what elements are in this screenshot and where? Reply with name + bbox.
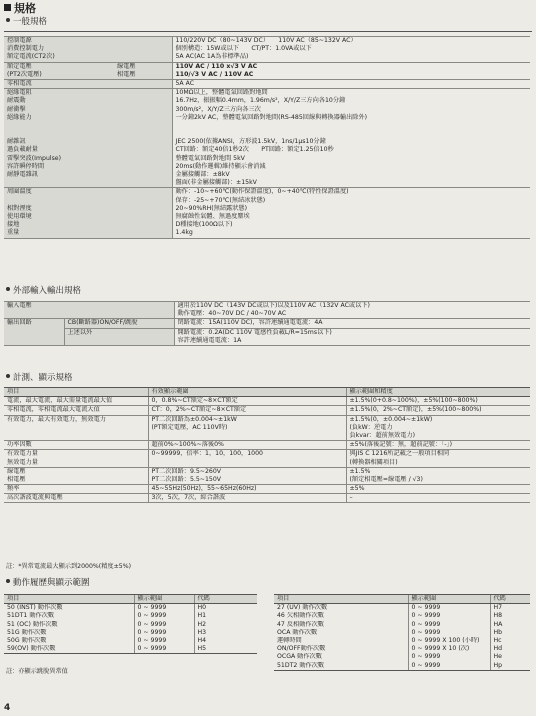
record-range: 0 ~ 9999 [408,662,490,671]
measure-accuracy: ±1.5%(0+0.8~100%)，±5%(100~800%) [346,397,530,406]
spec-value: 110V AC / 110 x√3 V AC 110/√3 V AC / 110V AC [172,62,530,79]
input-voltage-values: 適用於110V DC（143V DC或以下)以及110V AC（132V AC或以下) 動作電壓：40~70V DC / 40~70V AC [174,302,530,319]
measure-range: 45~55Hz(50Hz)，55~65Hz(60Hz) [148,485,346,494]
output-sublabel: 上述以外 [64,328,174,345]
table-header: 顯示範圍 [408,595,490,604]
records-heading: 動作履歷與顯示範圍 [6,578,90,589]
record-item: ON/OFF動作次數 [277,645,326,653]
external-io-table [4,301,530,346]
spec-value: 5A AC [172,79,530,88]
table-row [4,397,530,406]
records-table-right [274,594,530,671]
table-header: 項目 [4,388,148,397]
record-range: 0 ~ 9999 [134,637,194,645]
table-row [4,406,530,415]
measurement-note: 註：*異常電流最大顯示到2000%(精度±5%) [6,563,131,570]
page-title: 規格 [4,2,36,16]
table-row [274,662,530,671]
output-sublabel: CB(斷路器)ON/OFF/跳脫 [64,319,174,328]
table-row [4,621,257,629]
output-circuit-label: 輸出回路 [4,319,64,346]
record-range: 0 ~ 9999 [408,604,490,613]
records-note: 註：亦顯示跳脫異常值 [6,668,68,675]
external-io-heading: 外部輸入輸出規格 [6,286,81,297]
table-header: 代碼 [194,595,257,604]
measure-item: 線電壓 相電壓 [4,467,148,484]
square-bullet-icon [4,4,11,11]
table-header: 項目 [4,595,134,604]
general-heading: 一般規格 [6,17,47,28]
record-item: 46 欠相動作次數 [277,612,324,620]
measure-range: PT二次回路為±0.004~±1kW (PT額定電壓，AC 110V時) [148,415,346,441]
record-code: He [490,653,530,661]
measure-item: 電流，最大電流，最大需量電流最大值 [4,397,148,406]
measure-accuracy: ±5%(落後記號：無，超前記號：「-」) [346,441,530,450]
record-code: H7 [490,604,530,613]
spec-value: 動作：-10~+60℃(動作保證溫度)，0~+40℃(特性保證溫度) 保存：-25~+70℃(無結冰狀態) 20~90%RH(無結露狀態) 無腐蝕性氣體、無過度塵埃 D種接地(100Ω以下) 1.4kg [172,188,530,238]
spec-value: 110/220V DC（80~143V DC） 110V AC（85~132V AC） 個別構造：15W或以下 CT/PT：1.0VA或以下 5A AC(AC 1A為非標準品) [172,37,530,63]
input-voltage-label: 輸入電壓 [4,302,174,319]
bullet-icon [6,374,10,378]
record-range: 0 ~ 9999 [408,629,490,637]
measurement-heading: 計測、顯示規格 [6,373,73,384]
spec-value: 10MΩ以上，整體電氣回路對地間 16.7Hz，振振幅0.4mm，1.96m/s²，X/Y/Z三方向各10分鐘 300m/s²，X/Y/Z三方向各三次 一分鐘2kV AC，整體電氣回路對地間(RS-485回線與轉換器輸出除外) JEC 2500(依據ANSI，方形波1.5kV，1ns/1μs10分鐘 CT回路：額定40倍1秒2次 PT回路：額定1.25倍10秒 整體電氣回路對地間 5kV 20ms(動作邏輯)維持顯示會消減 金屬接觸部：±8kV 盤面(非金屬接觸部)：±15kV [172,89,530,188]
table-row [274,645,530,653]
record-item: 47 反相動作次數 [277,620,324,628]
table-header: 顯示範圍 [134,595,194,604]
measure-range: 0~99999，倍率：1，10，100，1000 [148,450,346,467]
spec-label: 控制電源 消費控制電力 額定電流(CT2次) [4,37,172,63]
measure-item: 零相電流，零相電流最大電流大值 [4,406,148,415]
record-code: H3 [194,629,257,637]
record-code: Hp [490,662,530,671]
table-row [4,637,257,645]
record-code: H4 [194,637,257,645]
measure-range: PT二次回路：9.5~260V PT二次回路：5.5~150V [148,467,346,484]
measure-accuracy: ±1.5%(0，2%~CT額定)，±5%(100~800%) [346,406,530,415]
table-row [4,450,530,467]
record-range: 0 ~ 9999 [134,645,194,654]
record-code: Hb [490,629,530,637]
table-row [274,612,530,620]
spec-label: 零相電流 [4,79,172,88]
record-item: 51G 動作次數 [7,628,47,636]
record-item: OCA 動作次數 [277,628,318,636]
page-number: 4 [4,703,11,713]
measurement-table [4,387,530,503]
bullet-icon [6,287,10,291]
divider [4,31,532,32]
table-header: 項目 [274,595,408,604]
record-range: 0 ~ 9999 X 100 (小時) [408,637,490,645]
record-item: 59(OV) 動作次數 [4,645,134,654]
table-row [4,629,257,637]
general-spec-table [4,36,530,239]
bullet-icon [6,18,10,22]
table-header: 代碼 [490,595,530,604]
measure-item: 有效電力量 無效電力量 [4,450,148,467]
record-code: H5 [194,645,257,654]
record-range: 0 ~ 9999 [134,621,194,629]
measure-item: 頻率 [4,485,148,494]
measure-range: 3次，5次，7次，綜合諧波 [148,494,346,503]
measure-accuracy: – [346,494,530,503]
table-row [4,467,530,484]
record-code: H2 [194,621,257,629]
spec-label: 絕緣電阻 耐震動 耐衝擊 絕緣能力 耐雜訊 過負載耐量 雷擊突波(Impulse) 容許瞬停時間 耐靜電雜訊 [4,89,172,188]
record-range: 0 ~ 9999 [134,604,194,613]
record-range: 0 ~ 9999 [408,612,490,620]
table-row [4,604,257,613]
measure-range: CT：0，2%~CT額定~8×CT額定 [148,406,346,415]
record-range: 0 ~ 9999 X 10 (次) [408,645,490,653]
record-code: H0 [194,604,257,613]
record-code: Hd [490,645,530,653]
table-row [4,485,530,494]
record-item: 51DT2 動作次數 [274,662,408,671]
measure-range: 超前0%~100%~落後0% [148,441,346,450]
table-row [4,612,257,620]
table-row [4,415,530,441]
record-item: 50 (INST) 動作次數 [7,604,63,612]
record-code: Hc [490,637,530,645]
record-item: 運轉時間 [277,636,302,644]
record-range: 0 ~ 9999 [134,629,194,637]
record-code: H8 [490,612,530,620]
measure-item: 功率因數 [4,441,148,450]
measure-accuracy: ±5% [346,485,530,494]
table-header: 有效顯示範圍 [148,388,346,397]
measure-item: 有效電力，最大有效電力，無效電力 [4,415,148,441]
bullet-icon [6,579,10,583]
table-row [274,621,530,629]
table-row [274,629,530,637]
record-code: H1 [194,612,257,620]
record-item: 50G 動作次數 [7,636,47,644]
table-row [4,441,530,450]
record-code: HA [490,621,530,629]
output-values: 閉路電流：15A(110V DC)，容許連續通電電流：4A [174,319,530,328]
table-header: 顯示範圍和精度 [346,388,530,397]
output-values: 開路電流：0.2A(DC 110V 電感性負載L/R=15ms以下) 容許連續通電電流：1A [174,328,530,345]
table-row [274,604,530,613]
record-range: 0 ~ 9999 [408,653,490,661]
record-item: 51 (OC) 動作次數 [7,620,58,628]
spec-label: 周圍溫度 相對溼度 使用環境 接地 重量 [4,188,172,238]
measure-accuracy: ±1.5% (額定相電壓=線電壓 / √3) [346,467,530,484]
record-item: 51DT1 動作次數 [7,612,55,620]
record-range: 0 ~ 9999 [408,621,490,629]
table-row [4,645,257,654]
measure-range: 0，0.8%~CT額定~8×CT額定 [148,397,346,406]
table-row [274,653,530,661]
records-table-left [4,594,257,654]
measure-accuracy: ±1.5%(0，±0.004~±1kW) (負kW：逆電力 負kvar：超前無效電力) [346,415,530,441]
table-row [4,494,530,503]
spec-sublabel: 線電壓 相電壓 [114,62,172,79]
record-range: 0 ~ 9999 [134,612,194,620]
record-item: OCGA 動作次數 [277,653,322,661]
record-item: 27 (UV) 動作次數 [277,604,328,612]
measure-item: 高次諧波電流與電壓 [4,494,148,503]
table-row [274,637,530,645]
measure-accuracy: 與JIS C 1216所記載之一般項目相同 (轉換器相關項目) [346,450,530,467]
spec-label: 額定電壓 (PT2次電壓) [4,62,114,79]
